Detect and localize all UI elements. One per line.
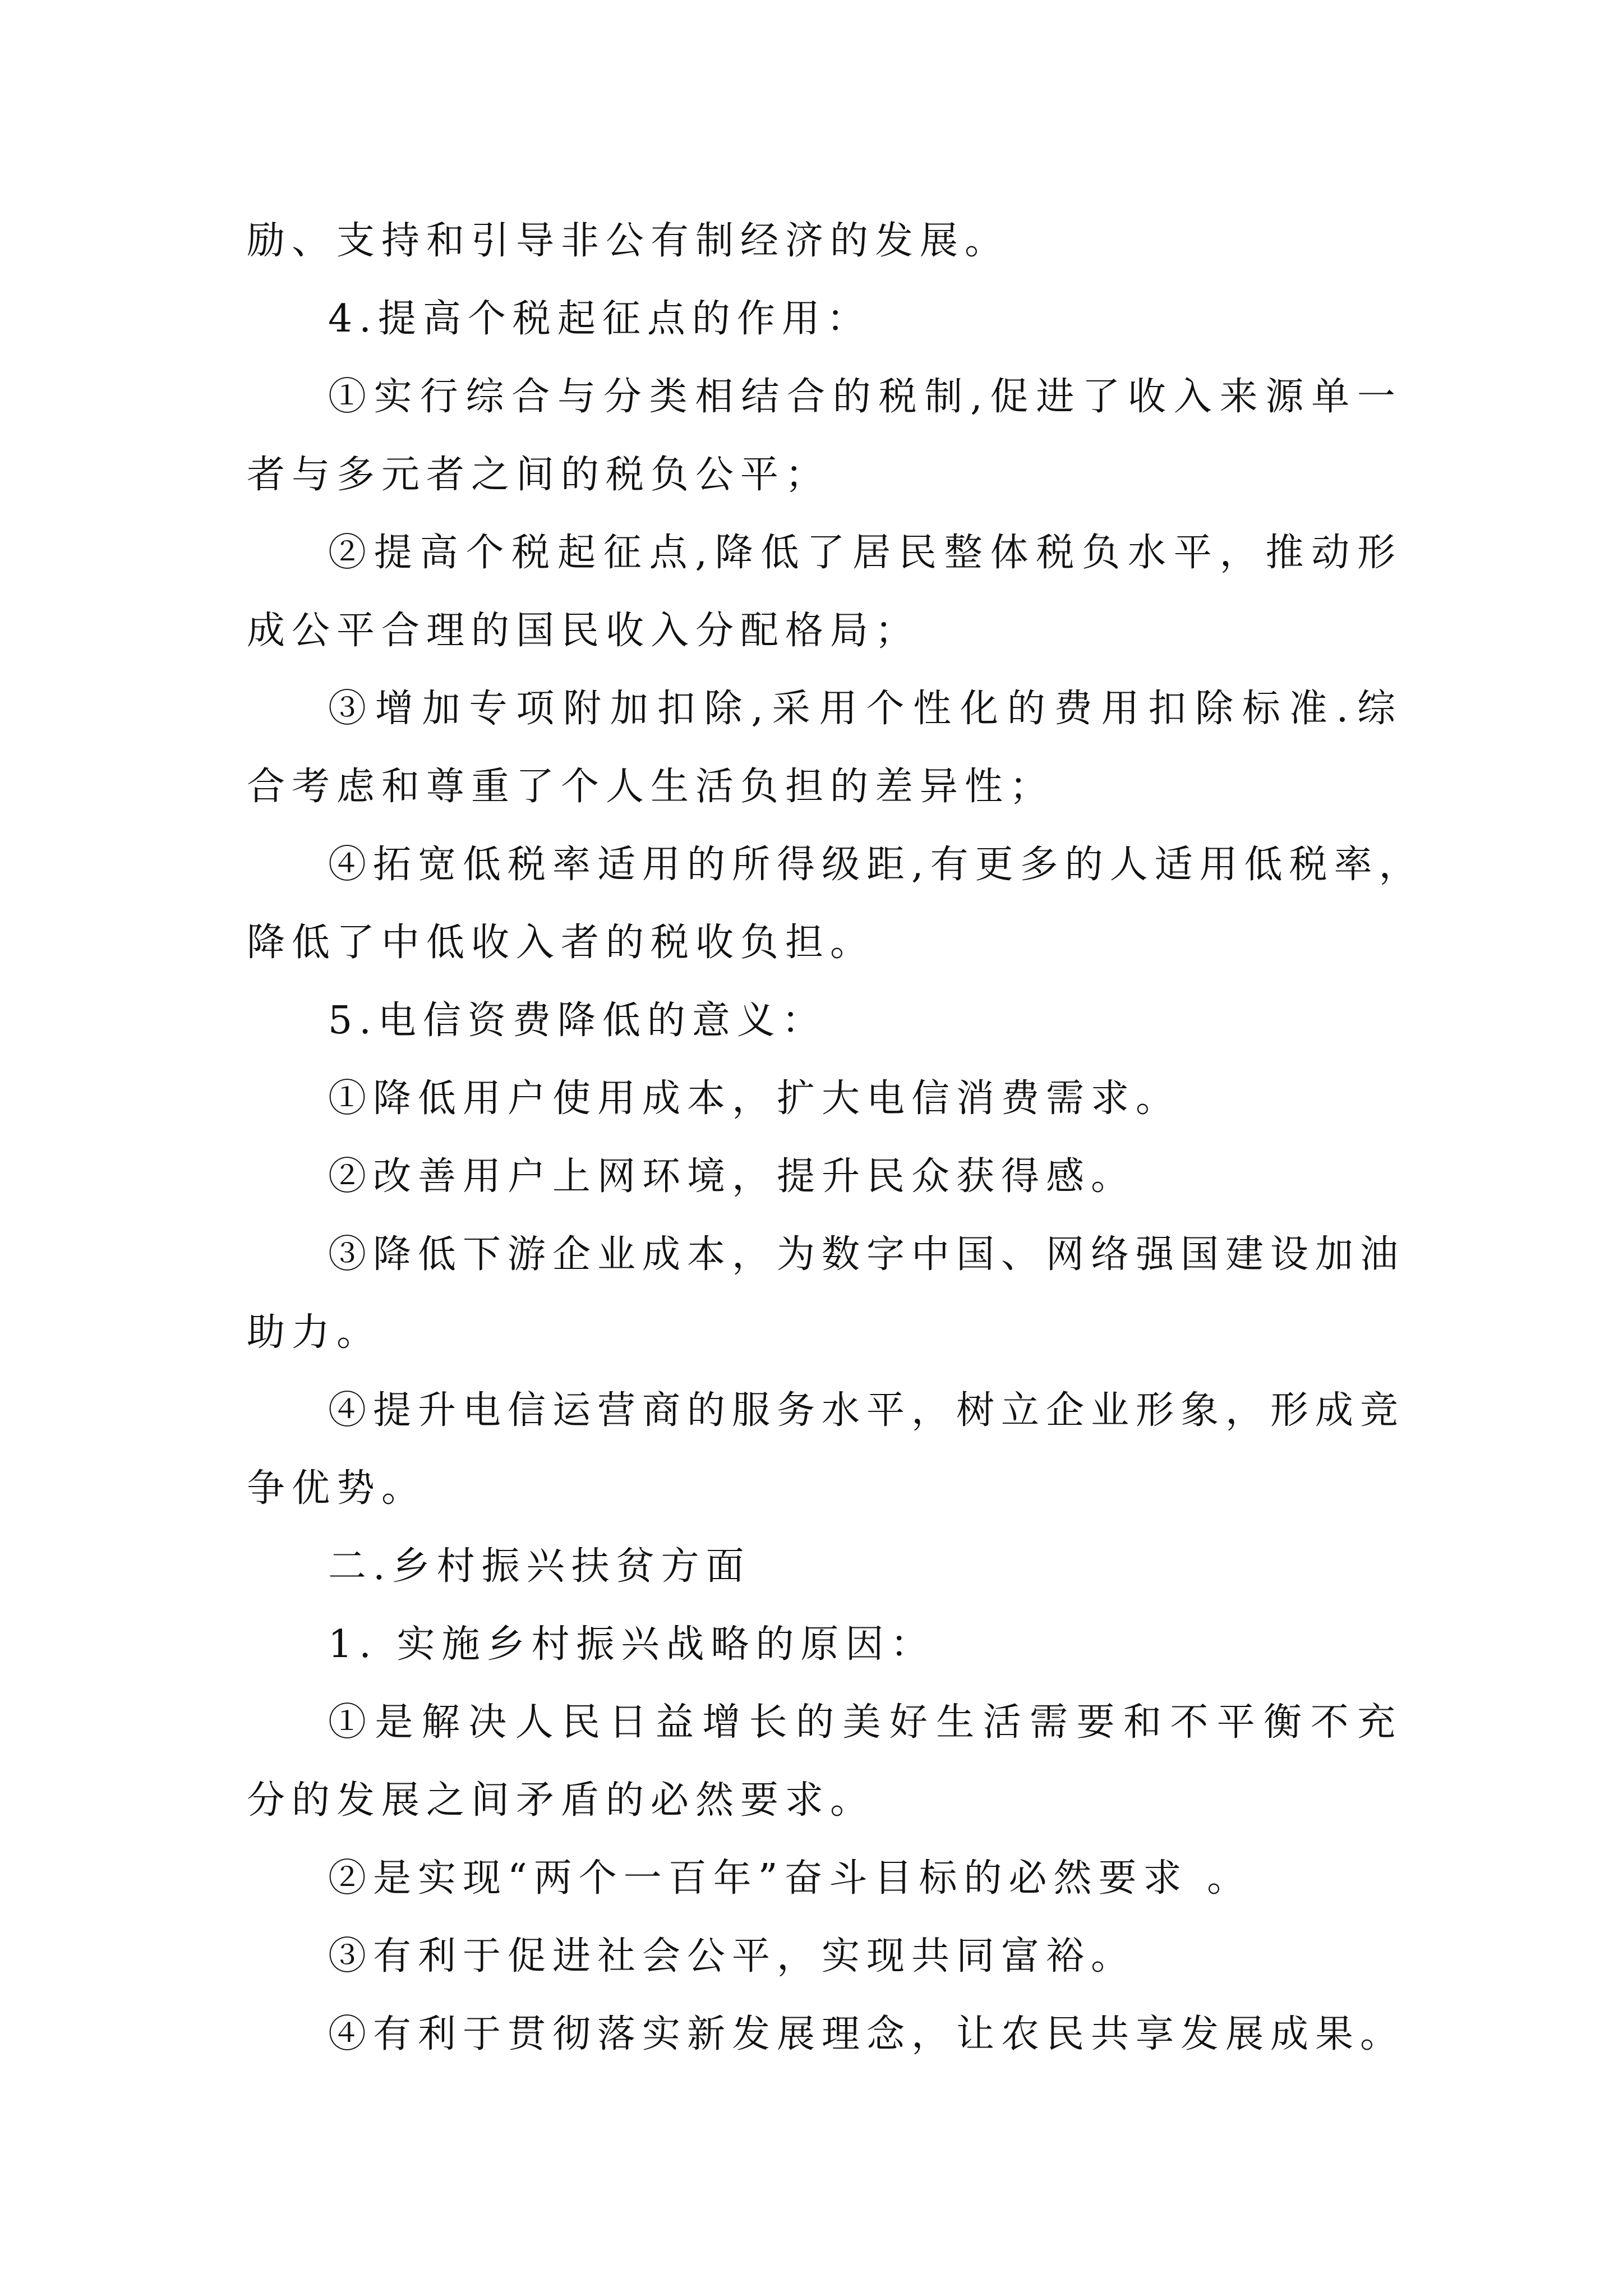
paragraph-line: ③有利于促进社会公平，实现共同富裕。 bbox=[328, 1934, 1136, 1978]
paragraph-line: 分的发展之间矛盾的必然要求。 bbox=[247, 1778, 875, 1823]
section-heading: 1. 实施乡村振兴战略的原因： bbox=[328, 1622, 935, 1667]
paragraph-line: ②提高个税起征点,降低了居民整体税负水平，推动形 bbox=[328, 531, 1402, 575]
section-heading: 5.电信资费降低的意义： bbox=[328, 999, 827, 1043]
paragraph-line: ①实行综合与分类相结合的税制,促进了收入来源单一 bbox=[328, 375, 1402, 419]
paragraph-line: ④拓宽低税率适用的所得级距,有更多的人适用低税率， bbox=[328, 843, 1424, 887]
paragraph-line: ③降低下游企业成本，为数字中国、网络强国建设加油 bbox=[328, 1232, 1405, 1277]
section-heading: 二.乡村振兴扶贫方面 bbox=[328, 1544, 751, 1589]
paragraph-line: ①是解决人民日益增长的美好生活需要和不平衡不充 bbox=[328, 1700, 1402, 1745]
paragraph-line: ②是实现“两个一百年”奋斗目标的必然要求 。 bbox=[328, 1856, 1252, 1901]
body-text bbox=[247, 202, 1424, 2073]
section-heading: 4.提高个税起征点的作用： bbox=[328, 297, 872, 341]
paragraph-line: 者与多元者之间的税负公平； bbox=[247, 453, 831, 497]
paragraph-line: ②改善用户上网环境，提升民众获得感。 bbox=[328, 1154, 1136, 1199]
paragraph-line: ④提升电信运营商的服务水平，树立企业形象，形成竞 bbox=[328, 1388, 1405, 1433]
paragraph-line: 降低了中低收入者的税收负担。 bbox=[247, 921, 875, 965]
paragraph-line: ③增加专项附加扣除,采用个性化的费用扣除标准.综 bbox=[328, 687, 1402, 731]
paragraph-line: 励、支持和引导非公有制经济的发展。 bbox=[247, 219, 1010, 263]
paragraph-line: ①降低用户使用成本，扩大电信消费需求。 bbox=[328, 1076, 1181, 1121]
paragraph-line: 助力。 bbox=[247, 1310, 382, 1355]
paragraph-line: 合考虑和尊重了个人生活负担的差异性； bbox=[247, 765, 1055, 809]
paragraph-line: 成公平合理的国民收入分配格局； bbox=[247, 609, 920, 653]
paragraph-line: ④有利于贯彻落实新发展理念，让农民共享发展成果。 bbox=[328, 2012, 1405, 2056]
paragraph-line: 争优势。 bbox=[247, 1466, 427, 1511]
